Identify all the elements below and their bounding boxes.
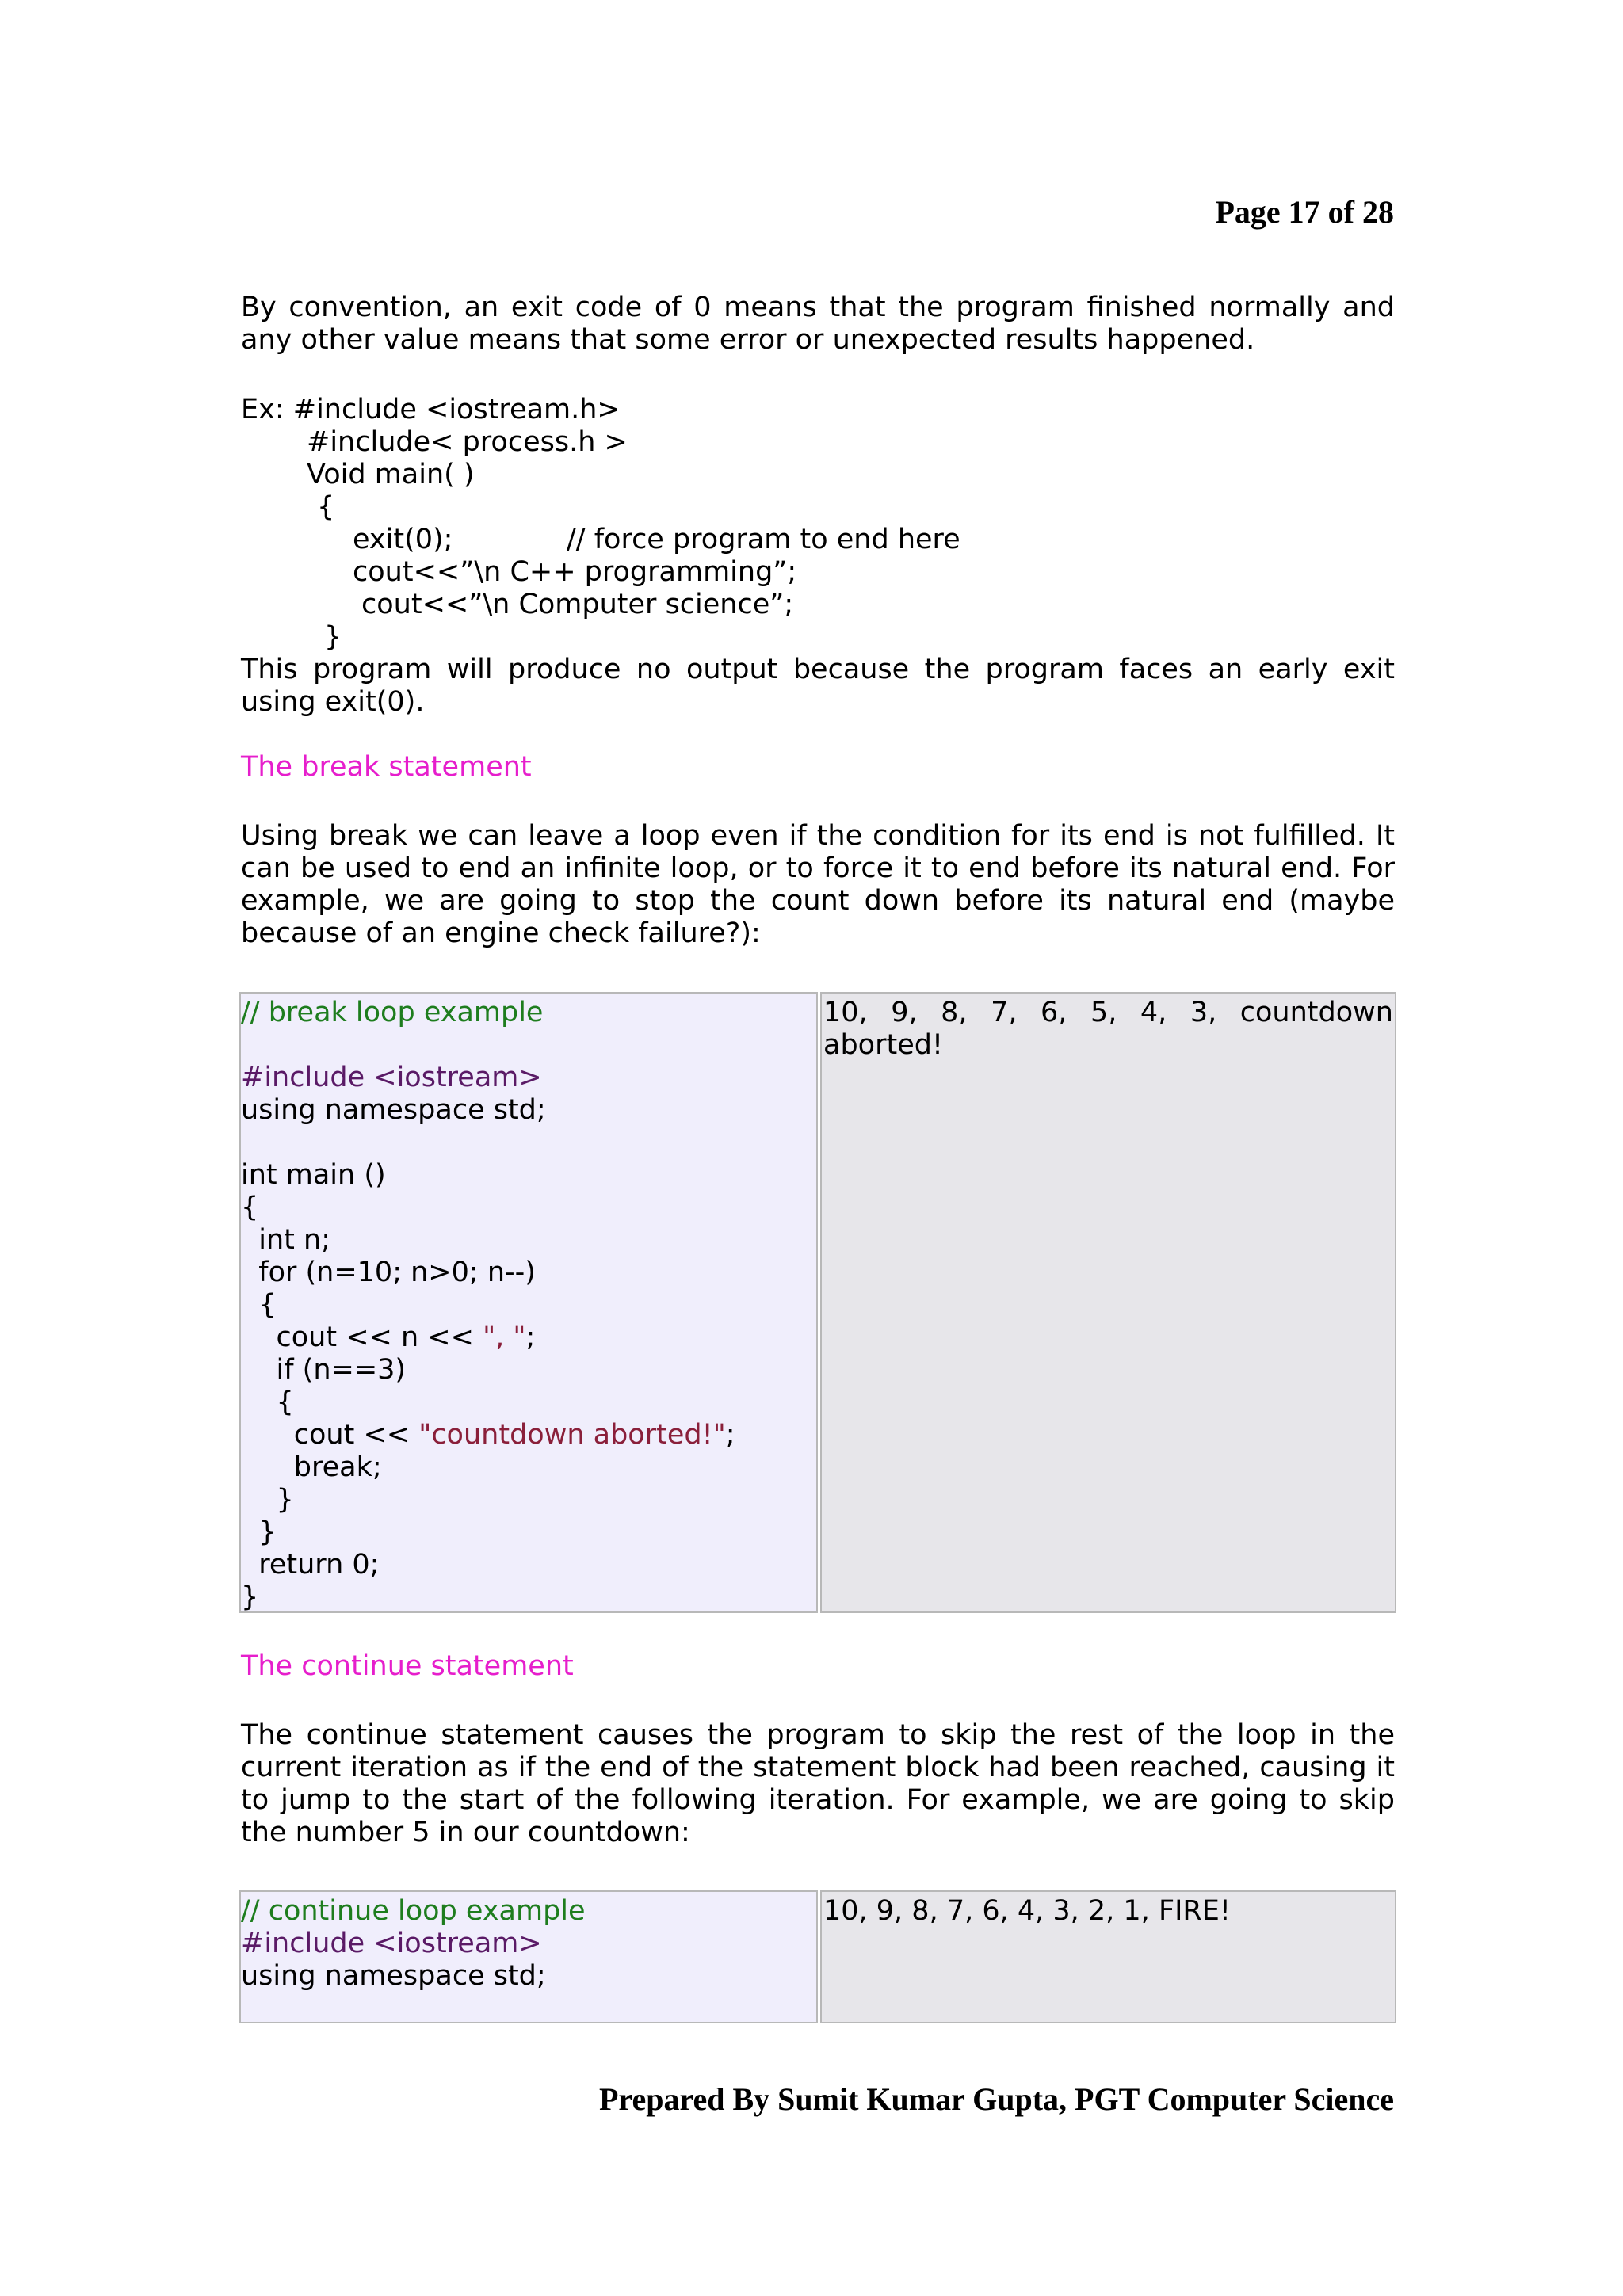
code-blank xyxy=(241,1127,816,1159)
break-output-box xyxy=(820,992,1396,1613)
continue-paragraph: The continue statement causes the program to skip the rest of the loop in the current iteration as if the end of the statement block had been reached, causing it to jump to the start of the following iteration. For example, we are going to skip the number 5 in our countdown: xyxy=(241,1719,1395,1848)
continue-heading: The continue statement xyxy=(241,1650,574,1682)
output-token: 8, xyxy=(941,997,968,1028)
output-token: 5, xyxy=(1090,997,1117,1028)
output-token: 10, xyxy=(823,997,868,1028)
code-close-brace: } xyxy=(241,1581,259,1613)
code-cout-string: ", " xyxy=(483,1322,526,1353)
example-line-1: Ex: #include <iostream.h> xyxy=(241,394,621,425)
code-cout2-pre: cout << xyxy=(241,1419,419,1451)
code-cout-pre: cout << n << xyxy=(241,1322,483,1353)
code-cout2-string: "countdown aborted!" xyxy=(418,1419,726,1451)
code-if-open: { xyxy=(241,1386,294,1418)
code-if-close: } xyxy=(241,1484,294,1516)
continue-code-namespace: using namespace std; xyxy=(241,1960,546,1992)
code-cout2-end: ; xyxy=(725,1419,735,1451)
code-blank xyxy=(241,1029,816,1062)
intro-paragraph: By convention, an exit code of 0 means that the program finished normally and any other value means that some error or unexpected results happened. xyxy=(241,292,1395,356)
code-cout2 xyxy=(241,1419,816,1451)
output-token: 6, xyxy=(1041,997,1067,1028)
example-line-3: Void main( ) xyxy=(307,459,475,490)
code-break: break; xyxy=(241,1451,382,1483)
code-cout xyxy=(241,1322,816,1354)
output-token: 4, xyxy=(1140,997,1167,1028)
break-paragraph: Using break we can leave a loop even if the condition for its end is not fulfilled. It can be used to end an infinite loop, or to force it to end before its natural end. For example, we are going to stop the count down before its natural end (maybe because of an engine check failure?): xyxy=(241,820,1395,949)
continue-output: 10, 9, 8, 7, 6, 4, 3, 2, 1, FIRE! xyxy=(823,1895,1231,1927)
break-code-box xyxy=(239,992,818,1613)
break-output-line-1 xyxy=(822,997,1395,1029)
code-open-brace: { xyxy=(241,1192,259,1223)
example-line-5: exit(0); xyxy=(353,524,453,555)
code-for-open: { xyxy=(241,1289,277,1321)
code-include: #include <iostream> xyxy=(241,1062,542,1093)
example-line-2: #include< process.h > xyxy=(307,426,628,458)
output-token: 7, xyxy=(991,997,1018,1028)
break-heading: The break statement xyxy=(241,751,532,783)
page-number: Page 17 of 28 xyxy=(1215,194,1394,230)
code-cout-end: ; xyxy=(525,1322,536,1353)
code-if: if (n==3) xyxy=(241,1354,407,1386)
code-for-close: } xyxy=(241,1516,277,1548)
code-for: for (n=10; n>0; n--) xyxy=(241,1257,536,1288)
example-line-7: cout<<”\n Computer science”; xyxy=(361,589,794,620)
continue-code-include: #include <iostream> xyxy=(241,1928,542,1959)
code-return: return 0; xyxy=(241,1549,380,1581)
continue-output-box xyxy=(820,1890,1396,2023)
example-explanation: This program will produce no output because the program faces an early exit using exit(0). xyxy=(241,654,1395,718)
code-decl: int n; xyxy=(241,1224,330,1256)
example-line-8: } xyxy=(324,621,342,653)
code-main: int main () xyxy=(241,1159,386,1191)
code-comment: // break loop example xyxy=(241,997,544,1028)
example-line-4: { xyxy=(317,491,335,523)
output-token: countdown xyxy=(1239,997,1393,1028)
output-token: 9, xyxy=(891,997,918,1028)
output-token: 3, xyxy=(1190,997,1217,1028)
break-output-line-2: aborted! xyxy=(823,1029,943,1061)
continue-code-comment: // continue loop example xyxy=(241,1895,586,1927)
continue-code-box xyxy=(239,1890,818,2023)
code-namespace: using namespace std; xyxy=(241,1094,546,1126)
example-line-6: cout<<”\n C++ programming”; xyxy=(353,556,797,588)
example-line-5-comment: // force program to end here xyxy=(567,524,960,555)
footer: Prepared By Sumit Kumar Gupta, PGT Computer Science xyxy=(599,2081,1394,2117)
